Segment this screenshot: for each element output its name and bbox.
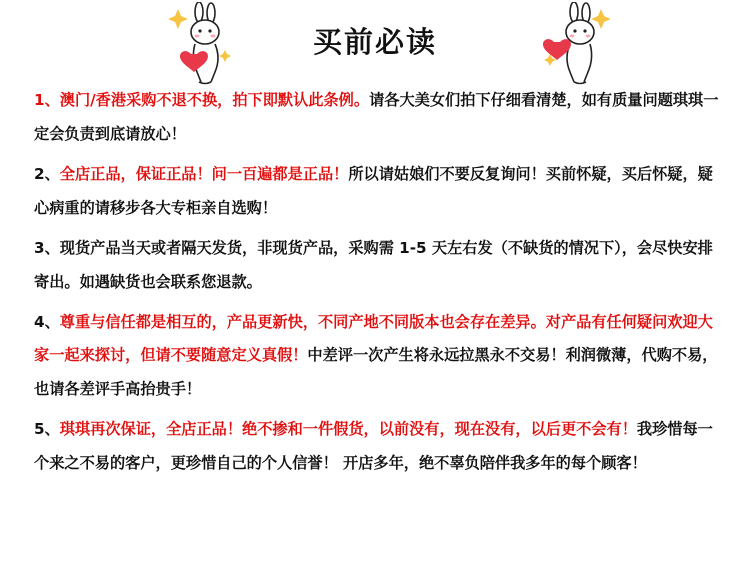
notice-number: 4、 [34, 312, 60, 331]
notice-number: 2、 [34, 164, 60, 183]
notice-list [34, 84, 722, 487]
notice-item-2 [34, 158, 722, 225]
notice-item-4 [34, 306, 722, 407]
notice-emphasis: 尊重与信任都是相互的，产品更新快，不同产地不同版本也会存在差异。对产品有任何疑问欢迎大家一起来探讨，但请不要随意定义真假！ [34, 312, 713, 365]
notice-text: 我珍惜每一个来之不易的客户，更珍惜自己的个人信誉！ 开店多年，绝不辜负陪伴我多年的每个顾客！ [34, 420, 713, 473]
notice-text: 3、现货产品当天或者隔天发货，非现货产品，采购需 1-5 天左右发（不缺货的情况下），会尽快安排寄出。如遇缺货也会联系您退款。 [34, 238, 713, 291]
notice-number: 5、 [34, 420, 60, 439]
page-title: 买前必读 [312, 25, 437, 59]
notice-text: 所以请姑娘们不要反复询问！买前怀疑，买后怀疑，疑心病重的请移步各大专柜亲自选购！ [34, 164, 713, 217]
notice-emphasis: 全店正品，保证正品！问一百遍都是正品！ [59, 164, 349, 183]
notice-item-3 [34, 232, 722, 299]
header [0, 0, 750, 86]
notice-emphasis: 1、澳门/香港采购不退不换，拍下即默认此条例。 [34, 91, 370, 109]
notice-item-1 [34, 84, 722, 151]
notice-text: 中差评一次产生将永远拉黑永不交易！利润微薄，代购不易，也请各差评手高抬贵手！ [34, 346, 718, 399]
notice-item-5 [34, 413, 722, 480]
notice-emphasis: 琪琪再次保证，全店正品！绝不掺和一件假货，以前没有，现在没有，以后更不会有！ [59, 420, 637, 439]
notice-text: 请各大美女们拍下仔细看清楚，如有质量问题琪琪一定会负责到底请放心！ [34, 91, 719, 143]
